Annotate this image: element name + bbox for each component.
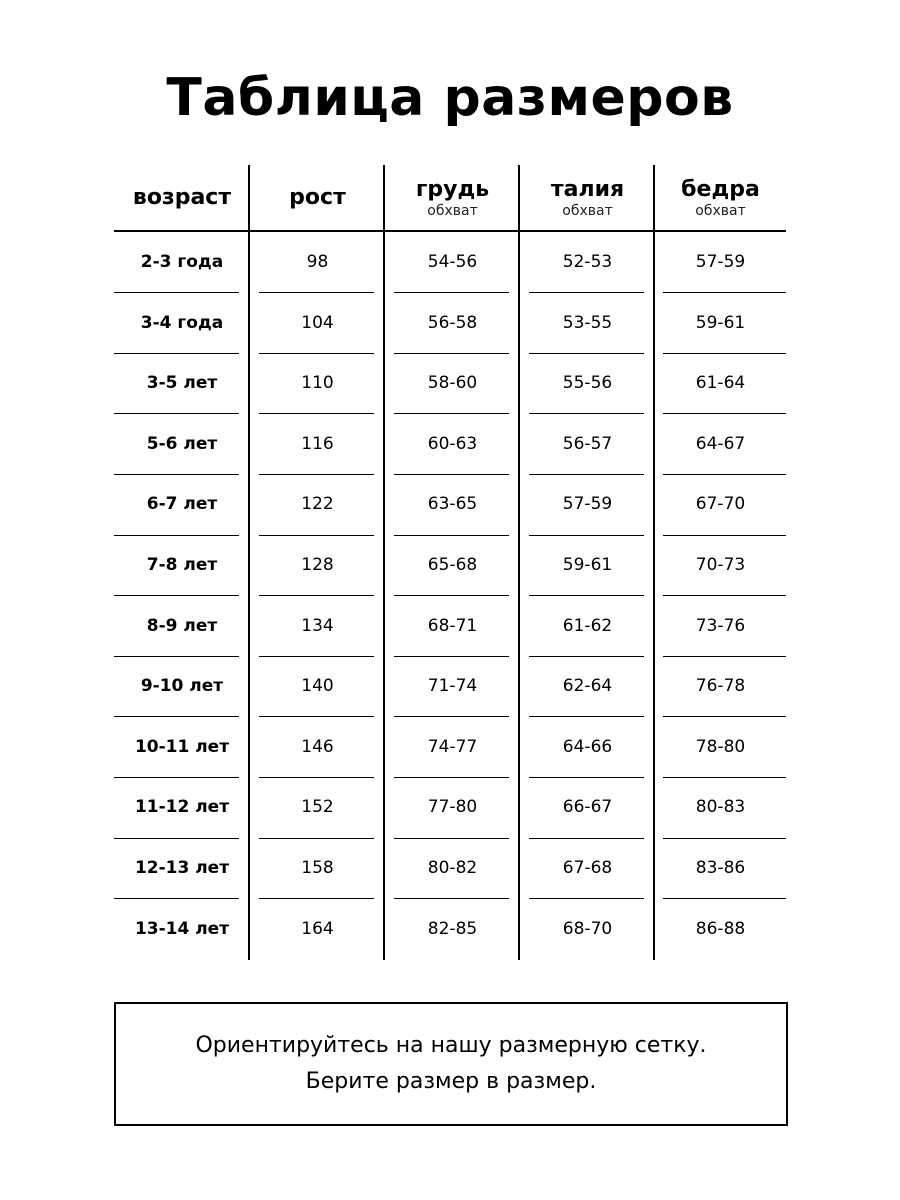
- cell-height: 128: [301, 555, 334, 575]
- cell-hips: 61-64: [695, 373, 746, 394]
- cell-chest: 77-80: [427, 797, 478, 818]
- header-label: талия: [550, 176, 625, 202]
- header-age: [114, 165, 250, 230]
- cell-waist: 68-70: [562, 918, 613, 939]
- cell-chest: 80-82: [427, 858, 478, 878]
- cell-chest: 54-56: [427, 252, 478, 272]
- cell-chest: 71-74: [427, 676, 478, 697]
- cell-age: 7-8 лет: [146, 555, 218, 575]
- cell-height: 152: [301, 797, 334, 818]
- cell-height: 164: [301, 918, 334, 939]
- note-line-1: Ориентируйтесь на нашу размерную сетку.: [195, 1033, 707, 1058]
- cell-height: 110: [301, 373, 334, 394]
- header-sublabel: обхват: [562, 202, 613, 219]
- cell-chest: 58-60: [427, 373, 478, 394]
- cell-hips: 73-76: [695, 615, 746, 636]
- cell-age: 11-12 лет: [134, 797, 230, 818]
- note-box: [114, 1002, 788, 1126]
- header-label: грудь: [415, 176, 490, 202]
- cell-waist: 67-68: [562, 858, 613, 878]
- cell-waist: 59-61: [562, 555, 613, 575]
- cell-hips: 86-88: [695, 918, 746, 939]
- cell-chest: 60-63: [427, 433, 478, 454]
- cell-age: 3-4 года: [140, 312, 224, 333]
- cell-height: 98: [306, 252, 329, 272]
- cell-hips: 67-70: [695, 494, 746, 515]
- cell-chest: 56-58: [427, 312, 478, 333]
- header-label: возраст: [132, 184, 232, 210]
- cell-age: 2-3 года: [140, 252, 224, 272]
- cell-waist: 57-59: [562, 494, 613, 515]
- cell-waist: 64-66: [562, 736, 613, 757]
- cell-hips: 76-78: [695, 676, 746, 697]
- header-sublabel: обхват: [427, 202, 478, 219]
- cell-hips: 70-73: [695, 555, 746, 575]
- cell-chest: 65-68: [427, 555, 478, 575]
- cell-waist: 56-57: [562, 433, 613, 454]
- cell-hips: 80-83: [695, 797, 746, 818]
- cell-hips: 59-61: [695, 312, 746, 333]
- cell-age: 3-5 лет: [146, 373, 218, 394]
- cell-waist: 55-56: [562, 373, 613, 394]
- cell-waist: 52-53: [562, 252, 613, 272]
- cell-height: 116: [301, 433, 334, 454]
- header-waist: [520, 165, 655, 230]
- header-label: рост: [289, 184, 346, 210]
- size-table: [114, 165, 786, 960]
- cell-height: 104: [301, 312, 334, 333]
- cell-height: 134: [301, 615, 334, 636]
- cell-chest: 74-77: [427, 736, 478, 757]
- cell-age: 13-14 лет: [134, 918, 230, 939]
- header-label: бедра: [681, 176, 760, 202]
- header-height: [250, 165, 385, 230]
- cell-chest: 63-65: [427, 494, 478, 515]
- cell-waist: 62-64: [562, 676, 613, 697]
- header-chest: [385, 165, 520, 230]
- cell-waist: 66-67: [562, 797, 613, 818]
- cell-hips: 83-86: [695, 858, 746, 878]
- header-hips: [655, 165, 786, 230]
- cell-age: 9-10 лет: [140, 676, 224, 697]
- cell-age: 8-9 лет: [146, 615, 218, 636]
- cell-waist: 61-62: [562, 615, 613, 636]
- header-sublabel: обхват: [695, 202, 746, 219]
- cell-height: 140: [301, 676, 334, 697]
- cell-height: 146: [301, 736, 334, 757]
- cell-hips: 78-80: [695, 736, 746, 757]
- cell-height: 122: [301, 494, 334, 515]
- cell-age: 12-13 лет: [134, 858, 230, 878]
- cell-age: 5-6 лет: [146, 433, 218, 454]
- cell-chest: 68-71: [427, 615, 478, 636]
- note-line-2: Берите размер в размер.: [305, 1069, 597, 1094]
- cell-hips: 57-59: [695, 252, 746, 272]
- cell-hips: 64-67: [695, 433, 746, 454]
- page-title: Таблица размеров: [166, 68, 734, 128]
- cell-waist: 53-55: [562, 312, 613, 333]
- cell-height: 158: [301, 858, 334, 878]
- cell-age: 6-7 лет: [146, 494, 218, 515]
- cell-chest: 82-85: [427, 918, 478, 939]
- cell-age: 10-11 лет: [134, 736, 230, 757]
